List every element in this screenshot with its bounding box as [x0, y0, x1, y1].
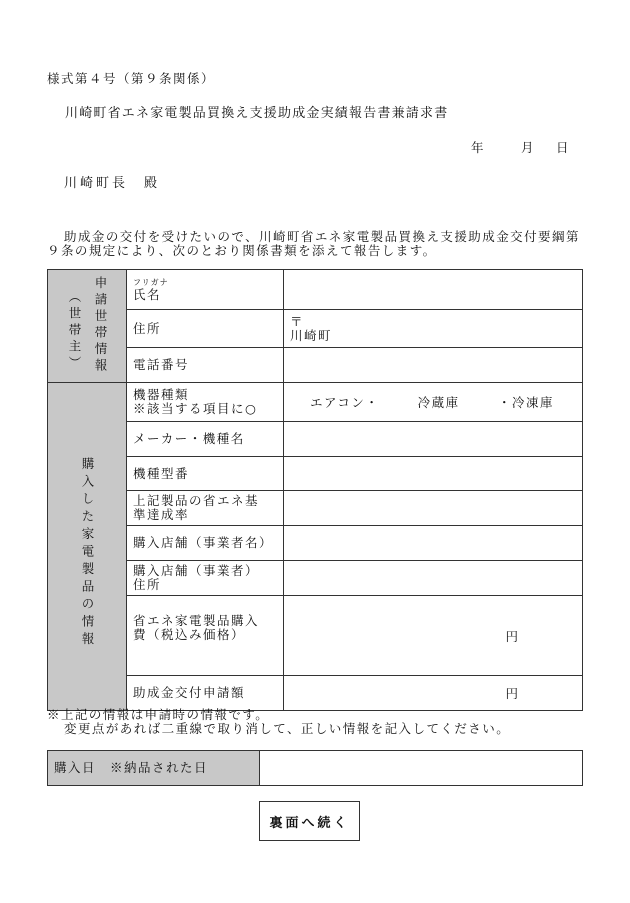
- date-month: 月: [521, 140, 534, 155]
- option-freezer[interactable]: ・冷凍庫: [497, 395, 554, 410]
- cost-label: [127, 596, 284, 676]
- phone-input[interactable]: [284, 348, 583, 383]
- application-table: [47, 269, 583, 711]
- phone-label: 電話番号: [127, 348, 284, 383]
- form-number: 様式第４号（第９条関係）: [47, 71, 216, 86]
- store-address-label: [127, 561, 284, 596]
- document-title: 川崎町省エネ家電製品買換え支援助成金実績報告書兼請求書: [65, 106, 449, 121]
- address-label: 住所: [127, 310, 284, 348]
- addressee: 川崎町長 殿: [64, 176, 161, 191]
- store-address-line2: 住所: [133, 577, 162, 592]
- appliance-side-text: 購入した家電製品の情報: [80, 457, 95, 650]
- cost-label-line2: 費（税込み価格）: [133, 627, 246, 642]
- maker-label: メーカー・機種名: [127, 422, 284, 457]
- model-input[interactable]: [284, 457, 583, 491]
- store-address-input[interactable]: [284, 561, 583, 596]
- continue-overleaf-box: 裏面へ続く: [259, 801, 360, 841]
- type-options-cell: [284, 383, 583, 422]
- maker-input[interactable]: [284, 422, 583, 457]
- efficiency-input[interactable]: [284, 491, 583, 526]
- applicant-side-sub: （世帯主）: [67, 290, 82, 373]
- efficiency-label: [127, 491, 284, 526]
- cost-unit: 円: [505, 628, 518, 644]
- cost-label-line1: 省エネ家電製品購入: [133, 613, 260, 628]
- name-input[interactable]: [284, 270, 583, 310]
- efficiency-label-line1: 上記製品の省エネ基: [133, 493, 260, 508]
- store-address-line1: 購入店舗（事業者）: [133, 563, 260, 578]
- subsidy-input[interactable]: [284, 676, 583, 711]
- appliance-side-label: [48, 383, 127, 711]
- note-line1: ※上記の情報は申請時の情報です。: [47, 707, 270, 722]
- store-input[interactable]: [284, 526, 583, 561]
- option-aircon[interactable]: エアコン・: [310, 395, 380, 410]
- applicant-side-main: 申請世帯情報: [93, 276, 108, 375]
- purchase-date-input[interactable]: [260, 751, 583, 786]
- note: [47, 708, 510, 736]
- postal-mark: 〒: [290, 313, 303, 329]
- type-label: [127, 383, 284, 422]
- name-label: 氏名: [133, 286, 162, 302]
- body-paragraph: 助成金の交付を受けたいので、川崎町省エネ家電製品買換え支援助成金交付要綱第９条の規定により、次のとおり関係書類を添えて報告します。: [47, 229, 580, 258]
- cost-input[interactable]: [284, 596, 583, 676]
- efficiency-label-line2: 準達成率: [133, 507, 190, 522]
- name-label-cell: [127, 270, 284, 310]
- option-fridge[interactable]: 冷蔵庫: [417, 395, 460, 410]
- purchase-date-table: [47, 750, 583, 786]
- furigana-label: フリガナ: [133, 277, 169, 287]
- subsidy-unit: 円: [505, 686, 518, 701]
- date-year: 年: [471, 140, 484, 155]
- store-label: 購入店舗（事業者名）: [127, 526, 284, 561]
- address-value: 川崎町: [290, 327, 333, 343]
- model-label: 機種型番: [127, 457, 284, 491]
- date-day: 日: [556, 140, 569, 155]
- address-input[interactable]: [284, 310, 583, 348]
- subsidy-label: 助成金交付申請額: [127, 676, 284, 711]
- purchase-date-label: 購入日 ※納品された日: [48, 751, 260, 786]
- type-label-line2: ※該当する項目に○: [133, 401, 258, 416]
- applicant-side-label: [48, 270, 127, 383]
- note-line2: 変更点があれば二重線で取り消して、正しい情報を記入してください。: [64, 721, 511, 736]
- type-label-line1: 機器種類: [133, 387, 190, 402]
